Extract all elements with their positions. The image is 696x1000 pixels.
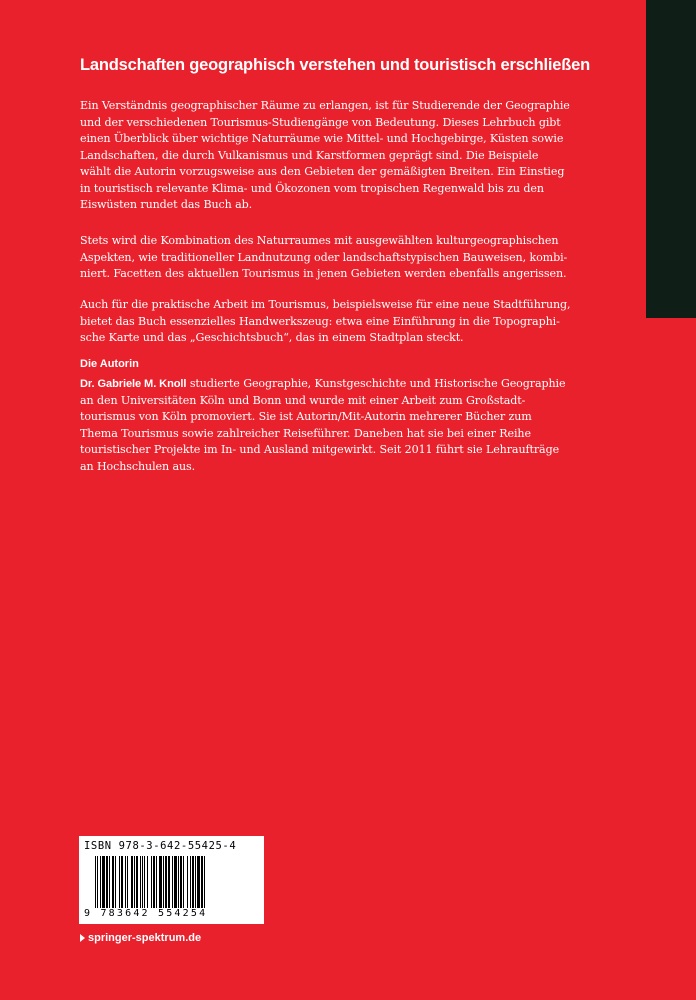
barcode-bar xyxy=(134,856,135,908)
paragraph-line: und der verschiedenen Tourismus-Studiengänge von Bedeutung. Dieses Lehrbuch gibt xyxy=(80,115,561,129)
author-bio-line: an den Universitäten Köln und Bonn und wurde mit einer Arbeit zum Großstadt- xyxy=(80,393,526,407)
author-bio-line: Thema Tourismus sowie zahlreicher Reiseführer. Daneben hat sie bei einer Reihe xyxy=(80,426,531,440)
barcode-bar xyxy=(95,856,96,908)
barcode-bar xyxy=(204,856,205,908)
paragraph-2 xyxy=(80,233,640,283)
barcode-bar xyxy=(115,856,116,908)
arrow-right-icon xyxy=(80,934,85,942)
barcode-bar xyxy=(151,856,152,908)
barcode-bar xyxy=(153,856,155,908)
barcode-bar xyxy=(178,856,179,908)
barcode-bars xyxy=(95,856,257,908)
barcode-bar xyxy=(112,856,114,908)
barcode-bar xyxy=(187,856,188,908)
author-bio-line: an Hochschulen aus. xyxy=(80,459,196,473)
barcode-bar xyxy=(109,856,110,908)
barcode-bar xyxy=(131,856,133,908)
author-bio-line: touristischer Projekte im In- und Ausland mitgewirkt. Seit 2011 führt sie Lehraufträge xyxy=(80,443,560,456)
barcode-bar xyxy=(180,856,182,908)
publisher-website[interactable] xyxy=(80,932,201,944)
barcode-bar xyxy=(125,856,126,908)
barcode-bar xyxy=(195,856,196,908)
barcode-bar xyxy=(156,856,157,908)
paragraph-line: Landschaften, die durch Vulkanismus und Karstformen geprägt sind. Die Beispiele xyxy=(80,148,539,162)
paragraph-3 xyxy=(80,297,640,347)
author-bio xyxy=(80,376,640,475)
barcode-bar xyxy=(147,856,148,908)
barcode-bar xyxy=(121,856,123,908)
barcode-bar xyxy=(159,856,162,908)
barcode-bar xyxy=(197,856,200,908)
isbn-label: ISBN 978-3-642-55425-4 xyxy=(84,840,237,852)
barcode-bar xyxy=(142,856,143,908)
author-heading: Die Autorin xyxy=(80,358,139,370)
barcode-bar xyxy=(163,856,164,908)
paragraph-line: in touristisch relevante Klima- und Ökozonen vom tropischen Regenwald bis zu den xyxy=(80,181,544,195)
paragraph-line: Auch für die praktische Arbeit im Tourismus, beispielsweise für eine neue Stadtführung, xyxy=(80,298,571,311)
paragraph-line: Stets wird die Kombination des Naturraumes mit ausgewählten kulturgeographischen xyxy=(80,234,559,247)
barcode-bar xyxy=(165,856,167,908)
barcode-bar xyxy=(140,856,141,908)
author-bio-line-1 xyxy=(80,376,640,393)
isbn-barcode xyxy=(79,836,264,924)
paragraph-line: sche Karte und das „Geschichtsbuch“, das in einem Stadtplan steckt. xyxy=(80,331,464,344)
barcode-bar xyxy=(174,856,177,908)
barcode-bar xyxy=(183,856,184,908)
barcode-bar xyxy=(119,856,120,908)
barcode-bar xyxy=(172,856,173,908)
barcode-bar xyxy=(97,856,98,908)
barcode-bar xyxy=(201,856,203,908)
paragraph-line: bietet das Buch essenzielles Handwerkszeug: etwa eine Einführung in die Topographi- xyxy=(80,314,560,328)
barcode-bar xyxy=(168,856,170,908)
barcode-digits: 9 783642 554254 xyxy=(84,908,208,919)
barcode-bar xyxy=(127,856,128,908)
website-link[interactable]: springer-spektrum.de xyxy=(88,932,202,944)
paragraph-line: niert. Facetten des aktuellen Tourismus in jenen Gebieten werden ebenfalls angerissen. xyxy=(80,267,567,280)
paragraph-line: Eiswüsten rundet das Buch ab. xyxy=(80,198,253,211)
spine-color-strip xyxy=(646,0,696,318)
barcode-bar xyxy=(100,856,101,908)
barcode-bar xyxy=(192,856,194,908)
barcode-bar xyxy=(190,856,191,908)
paragraph-line: wählt die Autorin vorzugsweise aus den Gebieten der gemäßigten Breiten. Ein Einstieg xyxy=(80,165,565,178)
barcode-bar xyxy=(144,856,145,908)
cover-heading: Landschaften geographisch verstehen und touristisch erschließen xyxy=(80,56,591,74)
barcode-bar xyxy=(106,856,108,908)
author-bio-line: tourismus von Köln promoviert. Sie ist Autorin/Mit-Autorin mehrerer Bücher zum xyxy=(80,410,532,423)
paragraph-line: einen Überblick über wichtige Naturräume wie Mittel- und Hochgebirge, Küsten sowie xyxy=(80,132,564,145)
barcode-bar xyxy=(102,856,105,908)
paragraph-line: Aspekten, wie traditioneller Landnutzung oder landschaftstypischen Bauweisen, kombi- xyxy=(80,250,568,264)
author-bio-line-1-text: studierte Geographie, Kunstgeschichte und Historische Geographie xyxy=(186,377,566,390)
paragraph-line: Ein Verständnis geographischer Räume zu erlangen, ist für Studierende der Geographie xyxy=(80,99,570,112)
barcode-bar xyxy=(136,856,138,908)
author-name: Dr. Gabriele M. Knoll xyxy=(80,378,187,390)
paragraph-1 xyxy=(80,98,640,214)
